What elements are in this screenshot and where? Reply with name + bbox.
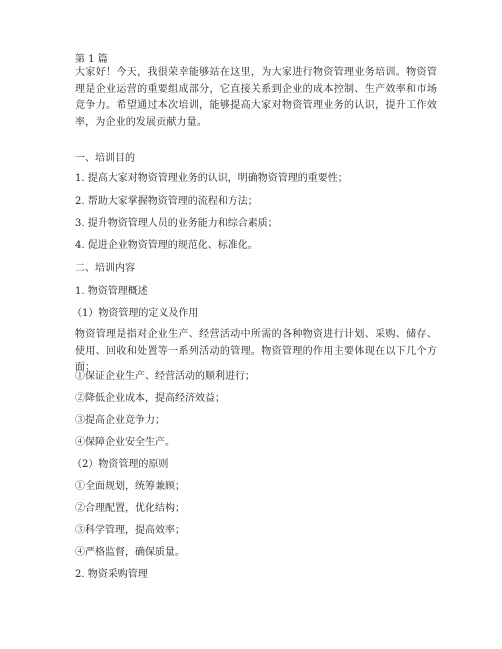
objective-item: 3. 提升物资管理人员的业务能力和综合素质； <box>75 218 278 229</box>
role-item: ③提高企业竞争力； <box>75 415 165 426</box>
objective-item: 4. 促进企业物资管理的规范化、标准化。 <box>75 240 258 251</box>
objective-item: 1. 提高大家对物资管理业务的认识，明确物资管理的重要性； <box>75 173 348 184</box>
part-title: （2）物资管理的原则 <box>72 459 169 470</box>
document-heading: 第 1 篇 <box>75 54 108 65</box>
principle-item: ④严格监督，确保质量。 <box>75 547 185 558</box>
subsection-title: 1. 物资管理概述 <box>75 286 148 297</box>
section-title-objectives: 一、培训目的 <box>75 153 135 164</box>
principle-item: ②合理配置，优化结构； <box>75 503 185 514</box>
definition-paragraph: 物资管理是指对企业生产、经营活动中所需的各种物资进行计划、采购、储存、使用、回收和处置等一系列活动的管理。物资管理的作用主要体现在以下几个方面： <box>75 329 437 373</box>
role-item: ②降低企业成本，提高经济效益； <box>75 393 225 404</box>
role-item: ④保障企业安全生产。 <box>75 437 175 448</box>
objective-item: 2. 帮助大家掌握物资管理的流程和方法； <box>75 196 258 207</box>
principle-item: ①全面规划，统筹兼顾； <box>75 481 185 492</box>
part-title: （1）物资管理的定义及作用 <box>72 308 199 319</box>
section-title-content: 二、培训内容 <box>75 263 135 274</box>
intro-paragraph: 大家好！今天，我很荣幸能够站在这里，为大家进行物资管理业务培训。物资管理是企业运营的重要组成部分，它直接关系到企业的成本控制、生产效率和市场竞争力。希望通过本次培训，能够提高大家对物资管理业务的认识，提升工作效率，为企业的发展贡献力量。 <box>75 67 437 128</box>
principle-item: ③科学管理，提高效率； <box>75 525 185 536</box>
subsection-title: 2. 物资采购管理 <box>75 569 148 580</box>
role-item: ①保证企业生产、经营活动的顺利进行； <box>75 371 255 382</box>
